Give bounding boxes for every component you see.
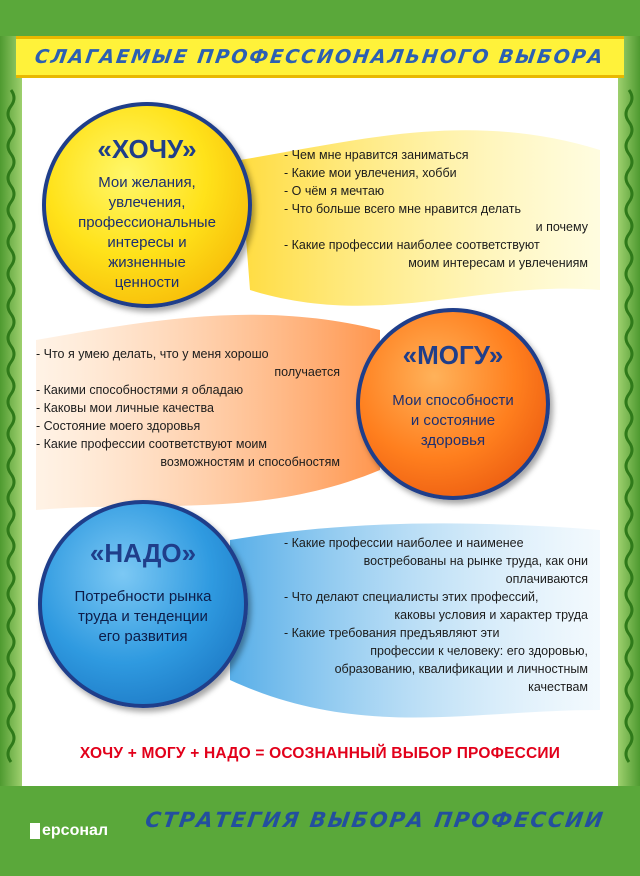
want-line: интересы и [107, 234, 187, 251]
list-item: - Какие профессии наиболее и наименее [284, 536, 524, 550]
need-circle [38, 500, 248, 708]
can-line: Мои способности [392, 392, 514, 409]
can-title: «МОГУ» [402, 340, 504, 370]
need-description [75, 587, 212, 647]
list-item: - Чем мне нравится заниматься [284, 148, 469, 162]
want-questions-list [284, 146, 588, 272]
list-item-continuation: возможностям и способностям [160, 455, 340, 469]
left-vine-decoration [8, 90, 14, 762]
list-item: - Какие профессии соответствуют моим [36, 437, 267, 451]
list-item: - Какие требования предъявляют эти [284, 626, 500, 640]
want-line: увлечения, [108, 194, 186, 211]
want-description [78, 173, 216, 293]
page-title: СЛАГАЕМЫЕ ПРОФЕССИОНАЛЬНОГО ВЫБОРА [33, 46, 607, 68]
list-item: - Какие профессии наиболее соответствуют [284, 238, 540, 252]
list-item-continuation: моим интересам и увлечениям [408, 256, 588, 270]
can-line: здоровья [420, 432, 486, 449]
list-item: - О чём я мечтаю [284, 184, 385, 198]
list-item-continuation: каковы условия и характер труда [394, 608, 588, 622]
right-vine-decoration [626, 90, 632, 762]
want-line: ценности [114, 274, 180, 291]
want-title: «ХОЧУ» [97, 134, 197, 164]
list-item-continuation: и почему [535, 220, 588, 234]
logo-mark-icon [30, 823, 40, 839]
list-item: - Какими способностями я обладаю [36, 383, 244, 397]
list-item: - Что больше всего мне нравится делать [284, 202, 521, 216]
footer-title: СТРАТЕГИЯ ВЫБОРА ПРОФЕССИИ [143, 808, 607, 832]
need-line: Потребности рынка [74, 588, 212, 605]
want-line: профессиональные [78, 214, 216, 231]
need-line: его развития [98, 628, 188, 645]
want-line: Мои желания, [98, 174, 196, 191]
can-questions-list [36, 345, 340, 471]
want-circle [42, 102, 252, 308]
list-item-continuation: оплачиваются [505, 572, 588, 586]
can-circle [356, 308, 550, 500]
list-item-continuation: качествам [528, 680, 588, 694]
list-item: - Каковы мои личные качества [36, 401, 214, 415]
can-line: и состояние [410, 412, 496, 429]
logo-text: ерсонал [42, 822, 109, 839]
list-item-continuation: востребованы на рынке труда, как они [363, 554, 588, 568]
need-line: труда и тенденции [78, 608, 208, 625]
list-item: - Что я умею делать, что у меня хорошо [36, 347, 269, 361]
list-item: - Состояние моего здоровья [36, 419, 201, 433]
list-item: - Какие мои увлечения, хобби [284, 166, 457, 180]
can-description [392, 391, 514, 451]
list-item-continuation: профессии к человеку: его здоровью, [370, 644, 588, 658]
need-questions-list [284, 534, 588, 696]
publisher-logo [30, 822, 108, 840]
list-item-continuation: образованию, квалификации и личностным [334, 662, 588, 676]
want-line: жизненные [108, 254, 186, 271]
formula-text: ХОЧУ + МОГУ + НАДО = ОСОЗНАННЫЙ ВЫБОР ПРОФЕССИИ [79, 745, 561, 762]
list-item-continuation: получается [274, 365, 340, 379]
need-title: «НАДО» [89, 538, 197, 568]
list-item: - Что делают специалисты этих профессий, [284, 590, 539, 604]
